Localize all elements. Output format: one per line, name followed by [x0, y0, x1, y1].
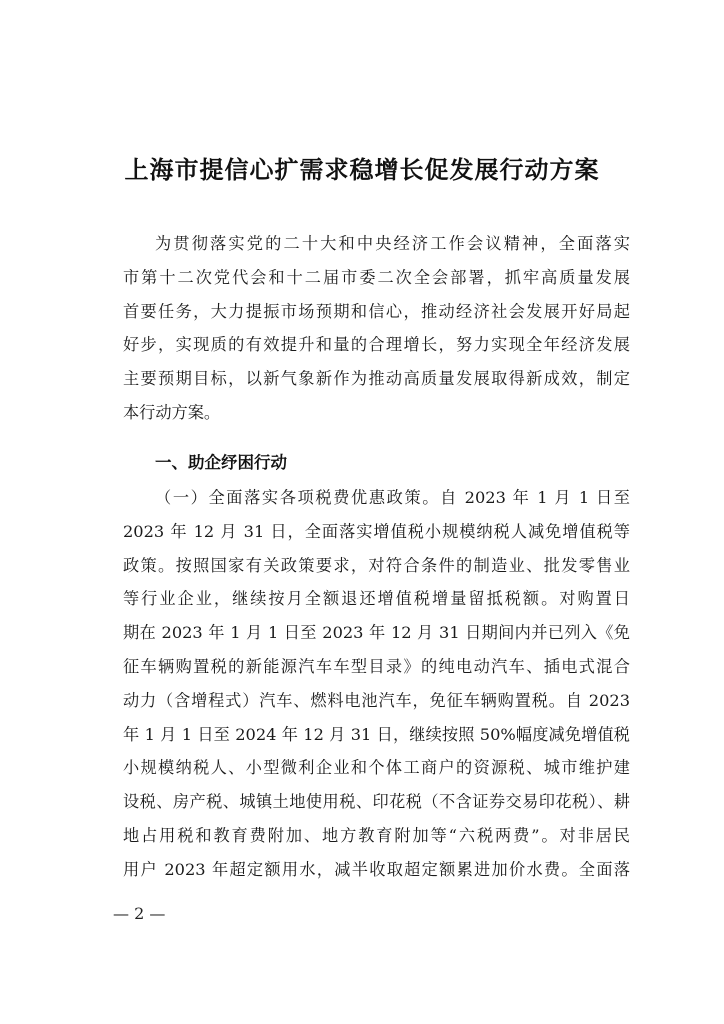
- intro-line: 主要预期目标，以新气象新作为推动高质量发展取得新成效，制定: [123, 369, 630, 389]
- policy-line: 设税、房产税、城镇土地使用税、印花税（不含证券交易印花税）、耕: [123, 792, 630, 812]
- policy-line: 地占用税和教育费附加、地方教育附加等“六税两费”。对非居民: [123, 825, 630, 845]
- intro-line: 市第十二次党代会和十二届市委二次全会部署，抓牢高质量发展: [123, 267, 630, 287]
- policy-line: （一）全面落实各项税费优惠政策。自 2023 年 1 月 1 日至: [155, 488, 630, 507]
- policy-line: 政策。按照国家有关政策要求，对符合条件的制造业、批发零售业: [123, 555, 630, 575]
- policy-line: 征车辆购置税的新能源汽车车型目录》的纯电动汽车、插电式混合: [123, 656, 630, 676]
- document-title: 上海市提信心扩需求稳增长促发展行动方案: [124, 155, 600, 184]
- intro-line: 为贯彻落实党的二十大和中央经济工作会议精神，全面落实: [155, 234, 630, 253]
- intro-line-last: 本行动方案。: [123, 402, 221, 422]
- intro-line: 首要任务，大力提振市场预期和信心，推动经济社会发展开好局起: [123, 301, 630, 321]
- policy-line: 小规模纳税人、小型微利企业和个体工商户的资源税、城市维护建: [123, 758, 630, 778]
- policy-line: 年 1 月 1 日至 2024 年 12 月 31 日，继续按照 50%幅度减免增值税: [123, 724, 630, 744]
- section-heading: 一、助企纾困行动: [155, 453, 287, 472]
- policy-paragraph: [123, 481, 630, 887]
- intro-line: 好步，实现质的有效提升和量的合理增长，努力实现全年经济发展: [123, 335, 630, 355]
- intro-paragraph: [123, 227, 630, 430]
- policy-line: 等行业企业，继续按月全额退还增值税增量留抵税额。对购置日: [123, 589, 630, 609]
- policy-line: 2023 年 12 月 31 日，全面落实增值税小规模纳税人减免增值税等: [123, 521, 630, 541]
- policy-line: 期在 2023 年 1 月 1 日至 2023 年 12 月 31 日期间内并已列入《免: [123, 623, 630, 643]
- policy-line: 用户 2023 年超定额用水，减半收取超定额累进加价水费。全面落: [123, 859, 630, 879]
- policy-line: 动力（含增程式）汽车、燃料电池汽车，免征车辆购置税。自 2023: [123, 690, 630, 710]
- page-number: — 2 —: [113, 904, 166, 923]
